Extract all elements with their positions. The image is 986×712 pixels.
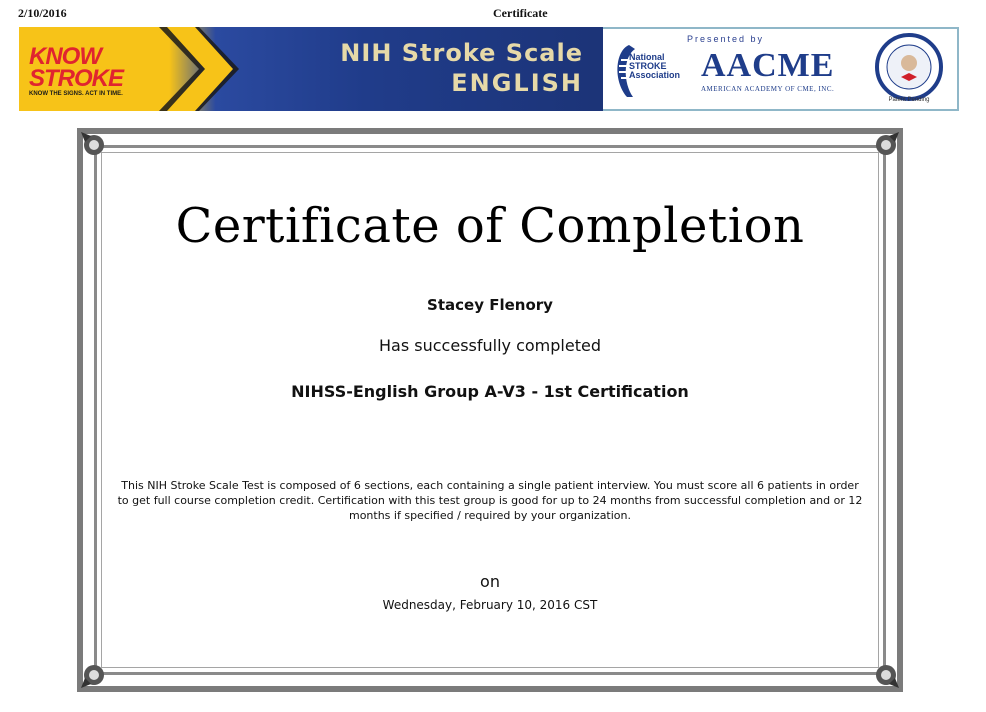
banner-title-line2: ENGLISH [451, 69, 583, 97]
aacme-logo: AACME [701, 47, 835, 84]
nsa-line1: National [629, 52, 665, 62]
completion-date: Wednesday, February 10, 2016 CST [382, 598, 598, 612]
seal-badge-icon [873, 31, 945, 103]
banner-title [340, 39, 583, 97]
nsa-text [629, 53, 680, 80]
print-date: 2/10/2016 [18, 6, 67, 20]
on-label: on [480, 572, 500, 591]
banner-left-panel [19, 27, 597, 111]
banner [19, 27, 959, 111]
course-name: NIHSS-English Group A-V3 - 1st Certification [291, 382, 689, 401]
seal-caption: Patent Pending [888, 97, 930, 103]
banner-right-panel [603, 27, 959, 111]
print-title: Certificate [493, 6, 548, 20]
nsa-line3: Association [629, 70, 681, 80]
nsa-line2: STROKE [629, 61, 667, 71]
know-stroke-tagline: KNOW THE SIGNS. ACT IN TIME. [29, 91, 123, 97]
ornament-corner-icon [869, 128, 903, 162]
presented-by-label: Presented by [687, 34, 765, 44]
ornament-corner-icon [869, 658, 903, 692]
certificate-heading: Certificate of Completion [175, 198, 805, 254]
completed-text: Has successfully completed [379, 336, 601, 355]
aacme-subtitle: AMERICAN ACADEMY OF CME, INC. [701, 85, 835, 93]
course-description: This NIH Stroke Scale Test is composed of 6 sections, each containing a single patient interview. You must score all 6 patients in order to get full course completion credit. Certification with this test group is good for up to 24 months from successful completion and or 12 months if specified / required by your organization. [117, 479, 863, 522]
recipient-name: Stacey Flenory [427, 296, 553, 314]
certificate-frame [77, 128, 903, 692]
know-stroke-logo-line1: KNOW [29, 43, 101, 70]
ornament-corner-icon [77, 128, 111, 162]
ornament-corner-icon [77, 658, 111, 692]
know-stroke-logo-line2: STROKE [29, 65, 124, 92]
chevron-arrow-icon [159, 27, 249, 111]
banner-title-line1: NIH Stroke Scale [340, 39, 583, 67]
